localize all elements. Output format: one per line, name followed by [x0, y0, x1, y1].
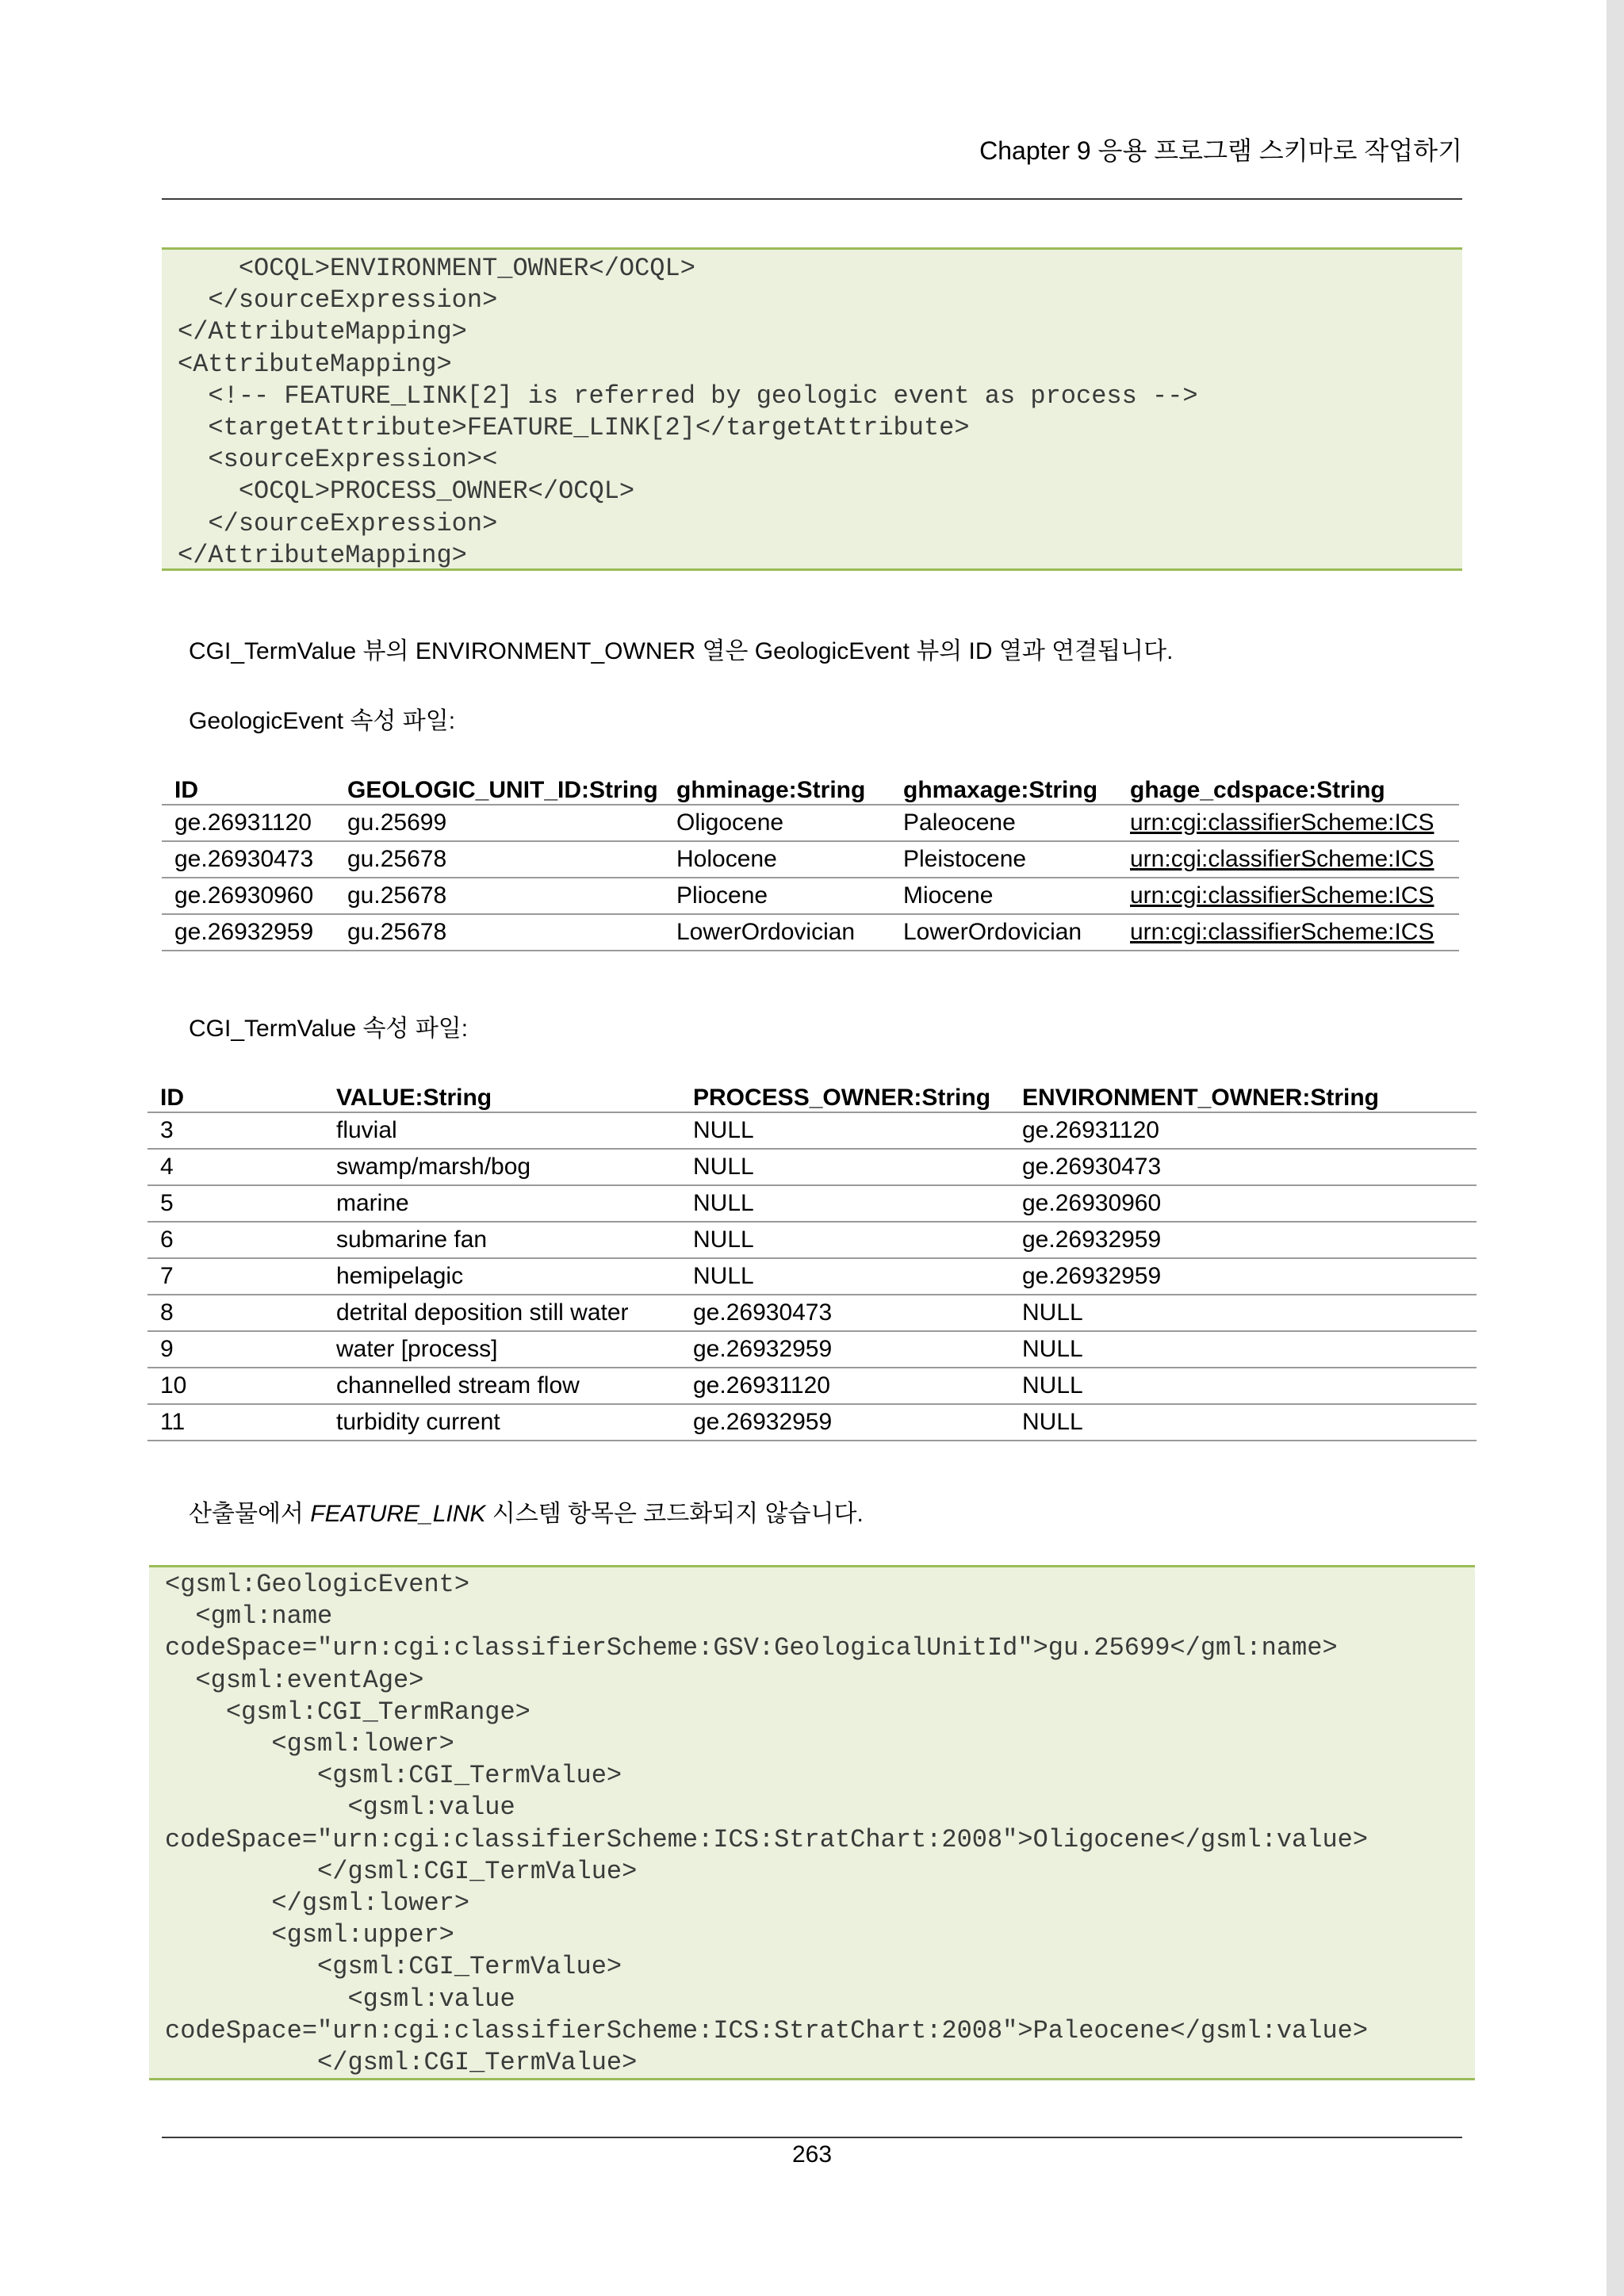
table-cell: ge.26931120: [680, 1368, 1009, 1404]
table-cell: NULL: [680, 1185, 1009, 1222]
table-cell: 9: [147, 1331, 324, 1368]
footer-rule: [162, 2137, 1462, 2138]
paragraph-feature-link: [189, 1498, 864, 1530]
column-header: ID: [160, 1085, 184, 1111]
code-line: <gsml:CGI_TermRange>: [165, 1697, 530, 1727]
code-line: <gsml:upper>: [165, 1920, 454, 1950]
table-row: [147, 1404, 1477, 1441]
chapter-header: Chapter 9 응용 프로그램 스키마로 작업하기: [979, 136, 1462, 165]
table-cell: Pliocene: [664, 878, 891, 914]
table-cell: NULL: [1009, 1331, 1477, 1368]
page-number: 263: [791, 2141, 833, 2168]
code-line: <AttributeMapping>: [178, 349, 452, 379]
column-header: ghminage:String: [676, 777, 866, 803]
column-header: VALUE:String: [336, 1085, 492, 1111]
code-line: </gsml:CGI_TermValue>: [165, 2048, 638, 2078]
table-cell: Miocene: [891, 878, 1117, 914]
code-line: <OCQL>PROCESS_OWNER</OCQL>: [178, 476, 635, 507]
table-header-row: [147, 1077, 1477, 1112]
table-row: [147, 1185, 1477, 1222]
geologic-event-table: [162, 769, 1459, 951]
scheme-link[interactable]: urn:cgi:classifierScheme:ICS: [1117, 841, 1459, 878]
code-line: codeSpace="urn:cgi:classifierScheme:ICS:StratChart:2008">Oligocene</gsml:value>: [165, 1824, 1369, 1854]
table-cell: NULL: [680, 1222, 1009, 1258]
table-cell: 10: [147, 1368, 324, 1404]
code-line: <targetAttribute>FEATURE_LINK[2]</targetAttribute>: [178, 413, 970, 443]
table-cell: NULL: [1009, 1368, 1477, 1404]
cgi-termvalue-table: [147, 1077, 1477, 1441]
feature-link-emphasis: FEATURE_LINK: [310, 1501, 486, 1527]
table-cell: fluvial: [324, 1112, 680, 1149]
code-line: <gsml:lower>: [165, 1729, 454, 1759]
table-header: [147, 1077, 1477, 1112]
table-row: [147, 1258, 1477, 1295]
table-cell: gu.25678: [335, 841, 664, 878]
table-cell: ge.26930473: [680, 1295, 1009, 1331]
table-cell: NULL: [680, 1112, 1009, 1149]
code-line: <gsml:CGI_TermValue>: [165, 1761, 622, 1791]
code-line: codeSpace="urn:cgi:classifierScheme:ICS:StratChart:2008">Paleocene</gsml:value>: [165, 2015, 1369, 2045]
code-line: <gsml:eventAge>: [165, 1665, 424, 1695]
table-cell: Holocene: [664, 841, 891, 878]
code-line: <gml:name: [165, 1601, 333, 1632]
table-cell: LowerOrdovician: [891, 914, 1117, 951]
table-cell: Paleocene: [891, 805, 1117, 841]
code-line: </AttributeMapping>: [178, 317, 467, 347]
paragraph-termvalue-file: CGI_TermValue 속성 파일:: [189, 1016, 469, 1042]
code-line: <!-- FEATURE_LINK[2] is referred by geologic event as process -->: [178, 381, 1198, 411]
code-line: </AttributeMapping>: [178, 540, 467, 570]
header-rule: [162, 198, 1462, 200]
table-row: [162, 878, 1459, 914]
table-row: [147, 1295, 1477, 1331]
table-cell: marine: [324, 1185, 680, 1222]
table-cell: ge.26932959: [1009, 1258, 1477, 1295]
code-line: codeSpace="urn:cgi:classifierScheme:GSV:GeologicalUnitId">gu.25699</gml:name>: [165, 1633, 1338, 1663]
table-cell: detrital deposition still water: [324, 1295, 680, 1331]
column-header: GEOLOGIC_UNIT_ID:String: [347, 777, 658, 803]
table-row: [162, 841, 1459, 878]
table-cell: ge.26932959: [680, 1331, 1009, 1368]
code-line: <gsml:CGI_TermValue>: [165, 1952, 622, 1982]
table-cell: water [process]: [324, 1331, 680, 1368]
table-cell: Oligocene: [664, 805, 891, 841]
table-header: [162, 769, 1459, 805]
code-line: </sourceExpression>: [178, 285, 498, 316]
table-cell: ge.26932959: [162, 914, 335, 951]
table-cell: gu.25678: [335, 878, 664, 914]
code-line: <gsml:value: [165, 1984, 515, 2014]
table-cell: turbidity current: [324, 1404, 680, 1441]
table-cell: ge.26931120: [1009, 1112, 1477, 1149]
paragraph-text: 산출물에서: [189, 1501, 311, 1527]
table-cell: swamp/marsh/bog: [324, 1149, 680, 1185]
code-line: <gsml:GeologicEvent>: [165, 1570, 470, 1599]
table-cell: ge.26930960: [1009, 1185, 1477, 1222]
scheme-link[interactable]: urn:cgi:classifierScheme:ICS: [1117, 805, 1459, 841]
page-edge-shadow: [1607, 0, 1624, 2296]
table-cell: ge.26932959: [680, 1404, 1009, 1441]
code-block-attribute-mapping: [162, 247, 1462, 571]
column-header: ghage_cdspace:String: [1130, 777, 1385, 803]
table-header-row: [162, 769, 1459, 805]
paragraph-environment-owner: CGI_TermValue 뷰의 ENVIRONMENT_OWNER 열은 GeologicEvent 뷰의 ID 열과 연결됩니다.: [189, 638, 1174, 664]
table-cell: ge.26930473: [162, 841, 335, 878]
code-block-gsml-output: [149, 1565, 1475, 2080]
table-cell: ge.26932959: [1009, 1222, 1477, 1258]
table-cell: 5: [147, 1185, 324, 1222]
table-cell: LowerOrdovician: [664, 914, 891, 951]
table-row: [147, 1368, 1477, 1404]
scheme-link[interactable]: urn:cgi:classifierScheme:ICS: [1117, 878, 1459, 914]
column-header: PROCESS_OWNER:String: [693, 1085, 991, 1111]
table-cell: Pleistocene: [891, 841, 1117, 878]
column-header: ENVIRONMENT_OWNER:String: [1022, 1085, 1379, 1111]
table-row: [147, 1112, 1477, 1149]
code-line: </gsml:CGI_TermValue>: [165, 1856, 638, 1886]
table-row: [147, 1149, 1477, 1185]
table-cell: ge.26931120: [162, 805, 335, 841]
table-cell: ge.26930960: [162, 878, 335, 914]
table-cell: NULL: [680, 1149, 1009, 1185]
table-cell: 7: [147, 1258, 324, 1295]
column-header: ghmaxage:String: [903, 777, 1098, 803]
table-cell: submarine fan: [324, 1222, 680, 1258]
paragraph-text: 시스템 항목은 코드화되지 않습니다.: [485, 1501, 864, 1527]
table-body: [162, 805, 1459, 951]
code-line: <gsml:value: [165, 1793, 515, 1823]
table-cell: 4: [147, 1149, 324, 1185]
table-cell: 11: [147, 1404, 324, 1441]
code-line: </sourceExpression>: [178, 508, 498, 538]
table-row: [162, 805, 1459, 841]
table-row: [147, 1222, 1477, 1258]
table-cell: NULL: [1009, 1295, 1477, 1331]
table-cell: 6: [147, 1222, 324, 1258]
code-line: <OCQL>ENVIRONMENT_OWNER</OCQL>: [178, 254, 695, 283]
table-cell: ge.26930473: [1009, 1149, 1477, 1185]
table-cell: NULL: [680, 1258, 1009, 1295]
table-cell: 3: [147, 1112, 324, 1149]
scheme-link[interactable]: urn:cgi:classifierScheme:ICS: [1117, 914, 1459, 951]
column-header: ID: [174, 777, 198, 803]
code-line: </gsml:lower>: [165, 1888, 470, 1919]
code-line: <sourceExpression><: [178, 445, 498, 475]
table-row: [162, 914, 1459, 951]
table-cell: gu.25699: [335, 805, 664, 841]
table-cell: hemipelagic: [324, 1258, 680, 1295]
table-row: [147, 1331, 1477, 1368]
table-cell: channelled stream flow: [324, 1368, 680, 1404]
table-cell: NULL: [1009, 1404, 1477, 1441]
table-cell: gu.25678: [335, 914, 664, 951]
table-body: [147, 1112, 1477, 1441]
table-cell: 8: [147, 1295, 324, 1331]
paragraph-geologic-event-file: GeologicEvent 속성 파일:: [189, 708, 456, 734]
